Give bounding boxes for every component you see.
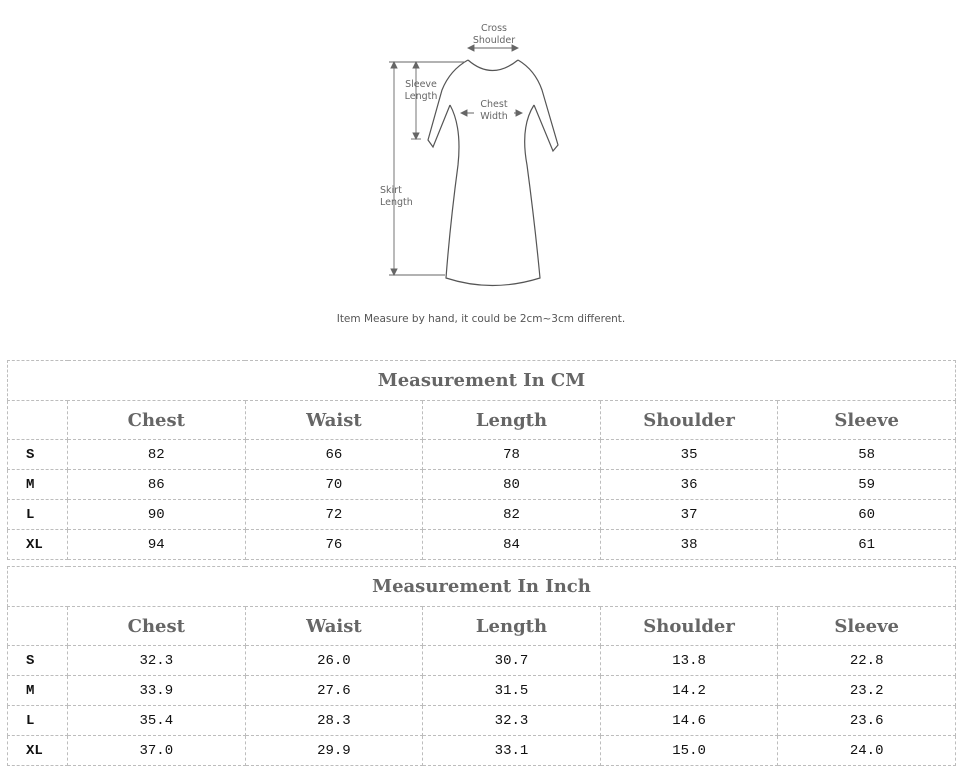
chest-value: 82 [68, 440, 246, 470]
table-row [8, 736, 956, 766]
waist-value: 28.3 [245, 706, 423, 736]
size-label: M [8, 470, 68, 500]
cross-shoulder-label: Cross Shoulder [472, 23, 516, 46]
table-title-inch: Measurement In Inch [8, 567, 956, 607]
length-value: 82 [423, 500, 601, 530]
chest-width-label: Chest Width [474, 99, 514, 123]
header-waist: Waist [245, 401, 423, 440]
chest-value: 35.4 [68, 706, 246, 736]
size-label: L [8, 500, 68, 530]
table-row [8, 500, 956, 530]
sleeve-value: 23.2 [778, 676, 956, 706]
header-waist: Waist [245, 607, 423, 646]
header-sleeve: Sleeve [778, 401, 956, 440]
shoulder-value: 15.0 [600, 736, 778, 766]
length-value: 84 [423, 530, 601, 560]
skirt-length-label: Skirt Length [380, 185, 413, 208]
header-chest: Chest [68, 607, 246, 646]
table-row [8, 676, 956, 706]
header-length: Length [423, 607, 601, 646]
header-shoulder: Shoulder [600, 607, 778, 646]
waist-value: 66 [245, 440, 423, 470]
length-value: 80 [423, 470, 601, 500]
sleeve-value: 61 [778, 530, 956, 560]
header-row [8, 607, 956, 646]
length-value: 30.7 [423, 646, 601, 676]
shoulder-value: 38 [600, 530, 778, 560]
table-row [8, 440, 956, 470]
waist-value: 70 [245, 470, 423, 500]
sleeve-value: 59 [778, 470, 956, 500]
shoulder-value: 14.6 [600, 706, 778, 736]
shoulder-value: 13.8 [600, 646, 778, 676]
waist-value: 72 [245, 500, 423, 530]
shoulder-value: 37 [600, 500, 778, 530]
shoulder-value: 14.2 [600, 676, 778, 706]
waist-value: 29.9 [245, 736, 423, 766]
sleeve-value: 23.6 [778, 706, 956, 736]
length-value: 32.3 [423, 706, 601, 736]
chest-value: 37.0 [68, 736, 246, 766]
header-chest: Chest [68, 401, 246, 440]
table-row [8, 646, 956, 676]
chest-value: 90 [68, 500, 246, 530]
size-table-cm [7, 360, 956, 560]
chest-value: 33.9 [68, 676, 246, 706]
sleeve-value: 24.0 [778, 736, 956, 766]
size-label: S [8, 646, 68, 676]
waist-value: 26.0 [245, 646, 423, 676]
table-row [8, 706, 956, 736]
header-sleeve: Sleeve [778, 607, 956, 646]
chest-value: 32.3 [68, 646, 246, 676]
table-title-cm: Measurement In CM [8, 361, 956, 401]
sleeve-value: 60 [778, 500, 956, 530]
sleeve-length-label: Sleeve Length [404, 79, 438, 102]
length-value: 78 [423, 440, 601, 470]
header-length: Length [423, 401, 601, 440]
size-label: XL [8, 736, 68, 766]
header-corner [8, 607, 68, 646]
size-label: L [8, 706, 68, 736]
size-table-inch [7, 566, 956, 766]
size-label: XL [8, 530, 68, 560]
header-row [8, 401, 956, 440]
size-label: M [8, 676, 68, 706]
waist-value: 27.6 [245, 676, 423, 706]
measure-note: Item Measure by hand, it could be 2cm~3cm different. [336, 313, 626, 325]
shoulder-value: 35 [600, 440, 778, 470]
table-row [8, 470, 956, 500]
waist-value: 76 [245, 530, 423, 560]
header-shoulder: Shoulder [600, 401, 778, 440]
sleeve-value: 22.8 [778, 646, 956, 676]
length-value: 33.1 [423, 736, 601, 766]
sleeve-value: 58 [778, 440, 956, 470]
length-value: 31.5 [423, 676, 601, 706]
table-row [8, 530, 956, 560]
chest-value: 86 [68, 470, 246, 500]
size-label: S [8, 440, 68, 470]
dress-diagram [370, 15, 600, 295]
shoulder-value: 36 [600, 470, 778, 500]
dress-outline-illustration [370, 15, 600, 295]
header-corner [8, 401, 68, 440]
chest-value: 94 [68, 530, 246, 560]
